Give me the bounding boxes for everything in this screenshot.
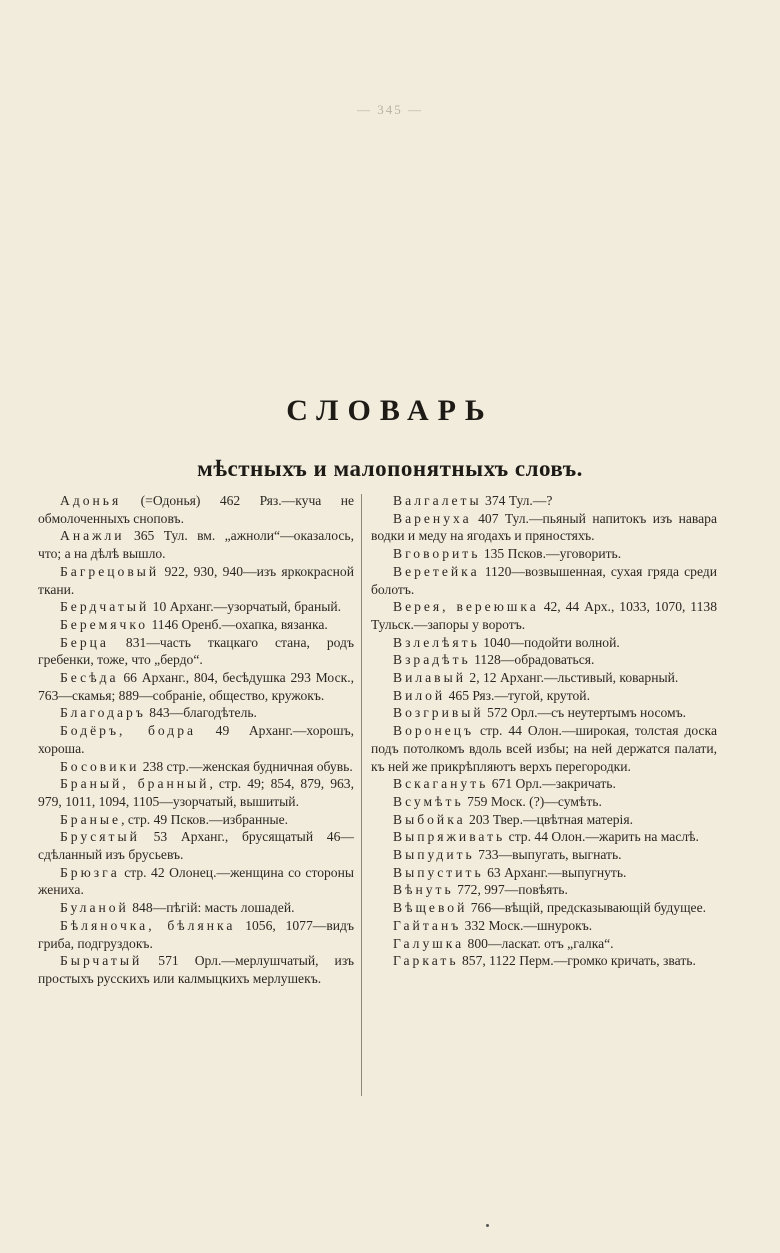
- ink-speck: [486, 1224, 489, 1227]
- entry-headword: Вѣщевой: [393, 900, 468, 916]
- entry-headword: Бесѣда: [60, 670, 119, 686]
- entry-headword: Браные: [60, 811, 122, 827]
- entry-text: 843—благодѣтель.: [145, 705, 257, 721]
- entry-headword: Буланой: [60, 900, 129, 916]
- entry-text: 571 Орл.—мерлушчатый, изъ простыхъ русскихъ или калмыцкихъ мерлушекъ.: [38, 953, 354, 986]
- entry-text: 2, 12 Арханг.—льстивый, коварный.: [466, 670, 679, 686]
- entry-text: 66 Арханг., 804, бесѣдушка 293 Моск., 763—скамья; 889—собраніе, общество, кружокъ.: [38, 670, 354, 703]
- entry-text: 1040—подойти волной.: [479, 634, 620, 650]
- entry-headword: Багрецовый: [60, 563, 160, 579]
- entry-headword: Взрадѣть: [393, 652, 471, 668]
- entry-headword: Выпряживать: [393, 829, 506, 845]
- entry-headword: Взлелѣять: [393, 634, 480, 650]
- dictionary-entry: [371, 510, 717, 545]
- entry-headword: Бодёръ, бодра: [60, 723, 197, 739]
- dictionary-entry: [371, 864, 717, 882]
- entry-text: 465 Ряз.—тугой, крутой.: [445, 687, 590, 703]
- dictionary-entry: [371, 492, 717, 510]
- entry-text: (=Одонья) 462 Ряз.—куча не обмолоченныхъ сноповъ.: [38, 493, 354, 526]
- entry-text: 407 Тул.—пьяный напитокъ изъ навара водки и меду на ягодахъ и пряностяхъ.: [371, 510, 717, 544]
- dictionary-entry: [38, 669, 354, 704]
- dictionary-entry: [371, 669, 717, 687]
- dictionary-entry: [38, 722, 354, 757]
- entry-text: 671 Орл.—закричать.: [488, 776, 616, 792]
- column-divider: [361, 494, 362, 1096]
- dictionary-entry: [371, 563, 717, 598]
- dictionary-entry: [38, 616, 354, 634]
- dictionary-entry: [371, 881, 717, 899]
- entry-text: 1146 Оренб.—охапка, вязанка.: [148, 616, 328, 632]
- left-column: [38, 492, 354, 988]
- entry-text: 572 Орл.—съ неутертымъ носомъ.: [483, 705, 687, 721]
- entry-text: 772, 997—повѣять.: [453, 882, 568, 898]
- entry-headword: Босовики: [60, 758, 140, 774]
- dictionary-entry: [38, 758, 354, 776]
- dictionary-entry: [371, 687, 717, 705]
- dictionary-entry: [38, 828, 354, 863]
- page-subtitle: мѣстныхъ и малопонятныхъ словъ.: [197, 456, 583, 481]
- entry-text: 53 Арханг., брусящатый 46—сдѣланный изъ брусьевъ.: [38, 829, 354, 863]
- dictionary-entry: [371, 917, 717, 935]
- entry-headword: Возгривый: [393, 705, 484, 721]
- entry-text: 238 стр.—женская будничная обувь.: [139, 758, 353, 774]
- entry-headword: Анажли: [60, 528, 125, 544]
- entry-text: 135 Псков.—уговорить.: [480, 546, 622, 562]
- entry-headword: Брюзга: [60, 864, 120, 880]
- dictionary-entry: [38, 864, 354, 899]
- entry-headword: Верея, вереюшка: [393, 599, 539, 615]
- entry-headword: Валгалеты: [393, 493, 482, 508]
- entry-text: 63 Арханг.—выпугнуть.: [483, 864, 627, 880]
- entry-headword: Бырчатый: [60, 953, 143, 969]
- dictionary-entry: [38, 598, 354, 616]
- entry-headword: Галушка: [393, 935, 465, 951]
- entry-text: 848—пѣгій: масть лошадей.: [128, 900, 295, 916]
- entry-text: 1128—обрадоваться.: [470, 652, 595, 668]
- page-title: СЛОВАРЬ: [286, 394, 494, 427]
- entry-headword: Вговорить: [393, 546, 481, 562]
- entry-text: 831—часть ткацкаго стана, родъ гребенки, тоже, что „бердо“.: [38, 634, 354, 668]
- entry-text: стр. 44 Олон.—широкая, толстая доска подъ потолкомъ вдоль всей избы; на ней держатся палати, къ ней же прикрѣпляютъ верхъ перегородки.: [371, 723, 717, 774]
- dictionary-entry: [38, 952, 354, 987]
- dictionary-entry: [38, 811, 354, 829]
- dictionary-entry: [38, 527, 354, 562]
- entry-text: 374 Тул.—?: [481, 493, 553, 508]
- entry-text: 365 Тул. вм. „ажноли“—оказалось, что; а на дѣлѣ вышло.: [38, 528, 354, 562]
- entry-headword: Гайтанъ: [393, 917, 462, 933]
- entry-text: 766—вѣщій, предсказывающій будущее.: [467, 900, 706, 916]
- dictionary-entry: [38, 492, 354, 527]
- dictionary-entry: [38, 775, 354, 810]
- entry-headword: Брусятый: [60, 829, 140, 845]
- dictionary-entry: [38, 563, 354, 598]
- dictionary-entry: [371, 793, 717, 811]
- dictionary-entry: [371, 545, 717, 563]
- entry-headword: Браный, бранный: [60, 776, 210, 792]
- entry-headword: Бѣляночка, бѣлянка: [60, 917, 236, 933]
- entry-text: 800—ласкат. отъ „галка“.: [464, 935, 614, 951]
- entry-text: 1120—возвышенная, сухая гряда среди болотъ.: [371, 563, 717, 597]
- entry-text: 759 Моск. (?)—сумѣть.: [463, 793, 602, 809]
- entry-headword: Всумѣть: [393, 793, 464, 809]
- entry-headword: Благодаръ: [60, 705, 146, 721]
- dictionary-entry: [371, 899, 717, 917]
- dictionary-entry: [371, 722, 717, 775]
- entry-text: 733—выпугать, выгнать.: [474, 847, 622, 863]
- entry-headword: Выбойка: [393, 811, 466, 827]
- dictionary-entry: [38, 899, 354, 917]
- dictionary-entry: [38, 704, 354, 722]
- entry-text: 332 Моск.—шнурокъ.: [461, 917, 593, 933]
- entry-text: 10 Арханг.—узорчатый, браный.: [149, 599, 342, 615]
- entry-headword: Варенуха: [393, 510, 472, 526]
- entry-text: 922, 930, 940—изъ яркокрасной ткани.: [38, 563, 354, 597]
- dictionary-entry: [371, 598, 717, 633]
- dictionary-entry: [371, 846, 717, 864]
- entry-text: 49 Арханг.—хорошъ, хороша.: [38, 723, 354, 756]
- page-number: — 345 —: [357, 102, 423, 117]
- dictionary-entry: [371, 775, 717, 793]
- entry-text: 203 Твер.—цвѣтная матерія.: [465, 811, 633, 827]
- dictionary-entry: [371, 651, 717, 669]
- entry-headword: Веретейка: [393, 563, 480, 579]
- dictionary-entry: [371, 952, 717, 970]
- dictionary-entry: [371, 828, 717, 846]
- entry-text: 1056, 1077—видъ гриба, подгруздокъ.: [38, 917, 354, 951]
- entry-headword: Вилавый: [393, 670, 466, 686]
- entry-headword: Выпудить: [393, 847, 475, 863]
- entry-headword: Гаркать: [393, 953, 459, 969]
- dictionary-entry: [38, 917, 354, 952]
- entry-headword: Беремячко: [60, 616, 149, 632]
- entry-headword: Выпустить: [393, 864, 484, 880]
- entry-text: , стр. 49; 854, 879, 963, 979, 1011, 1094, 1105—узорчатый, вышитый.: [38, 776, 355, 809]
- entry-text: , стр. 49 Псков.—избранные.: [121, 811, 289, 827]
- entry-headword: Вилой: [393, 687, 446, 703]
- right-column: [371, 492, 717, 970]
- entry-headword: Бердчатый: [60, 599, 150, 615]
- entry-headword: Воронецъ: [393, 723, 475, 739]
- entry-headword: Вскагануть: [393, 776, 489, 792]
- entry-text: стр. 44 Олон.—жарить на маслѣ.: [505, 829, 699, 845]
- dictionary-entry: [371, 935, 717, 953]
- dictionary-entry: [371, 811, 717, 829]
- dictionary-entry: [371, 704, 717, 722]
- entry-headword: Берца: [60, 634, 109, 650]
- entry-text: 857, 1122 Перм.—громко кричать, звать.: [458, 953, 696, 969]
- entry-headword: Вѣнуть: [393, 882, 454, 898]
- entry-text: 42, 44 Арх., 1033, 1070, 1138 Тульск.—запоры у воротъ.: [371, 599, 717, 632]
- dictionary-entry: [38, 634, 354, 669]
- entry-text: стр. 42 Олонец.—женщина со стороны жениха.: [38, 864, 354, 898]
- dictionary-entry: [371, 634, 717, 652]
- entry-headword: Адонья: [60, 493, 122, 508]
